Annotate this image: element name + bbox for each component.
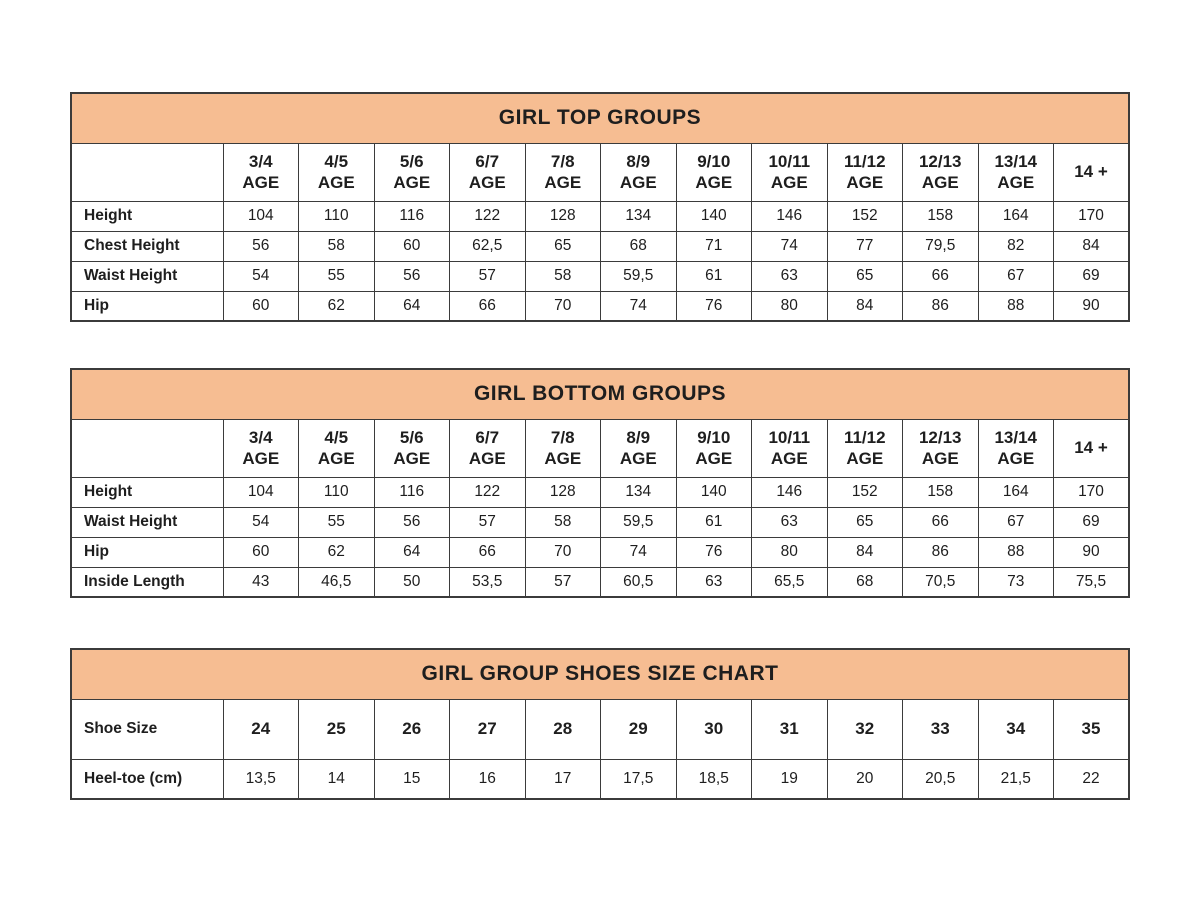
- column-header-cell: 11/12 AGE: [827, 419, 903, 477]
- table-title-row: [71, 649, 1129, 699]
- data-cell: 77: [827, 231, 903, 261]
- column-header-cell: 3/4 AGE: [223, 419, 299, 477]
- data-cell: 170: [1054, 477, 1130, 507]
- row-label: Height: [71, 201, 223, 231]
- data-cell: 76: [676, 537, 752, 567]
- data-cell: 60,5: [601, 567, 677, 597]
- table-row: [71, 477, 1129, 507]
- data-cell: 32: [827, 699, 903, 759]
- data-cell: 62: [299, 537, 375, 567]
- data-cell: 18,5: [676, 759, 752, 799]
- data-cell: 33: [903, 699, 979, 759]
- data-cell: 13,5: [223, 759, 299, 799]
- data-cell: 15: [374, 759, 450, 799]
- data-cell: 116: [374, 477, 450, 507]
- data-cell: 71: [676, 231, 752, 261]
- row-label: Hip: [71, 537, 223, 567]
- data-cell: 146: [752, 477, 828, 507]
- data-cell: 46,5: [299, 567, 375, 597]
- data-cell: 128: [525, 201, 601, 231]
- data-cell: 80: [752, 537, 828, 567]
- data-cell: 55: [299, 261, 375, 291]
- data-cell: 122: [450, 477, 526, 507]
- row-label: Shoe Size: [71, 699, 223, 759]
- data-cell: 86: [903, 537, 979, 567]
- data-cell: 57: [450, 261, 526, 291]
- data-cell: 20,5: [903, 759, 979, 799]
- empty-corner-cell: [71, 419, 223, 477]
- data-cell: 59,5: [601, 507, 677, 537]
- data-cell: 79,5: [903, 231, 979, 261]
- data-cell: 35: [1054, 699, 1130, 759]
- column-header-cell: 12/13 AGE: [903, 143, 979, 201]
- data-cell: 69: [1054, 261, 1130, 291]
- column-header-cell: 10/11 AGE: [752, 419, 828, 477]
- column-header-cell: 6/7 AGE: [450, 143, 526, 201]
- row-label: Chest Height: [71, 231, 223, 261]
- data-cell: 74: [752, 231, 828, 261]
- row-label: Hip: [71, 291, 223, 321]
- data-cell: 158: [903, 201, 979, 231]
- data-cell: 54: [223, 507, 299, 537]
- column-header-cell: 13/14 AGE: [978, 419, 1054, 477]
- data-cell: 134: [601, 201, 677, 231]
- column-header-cell: 5/6 AGE: [374, 143, 450, 201]
- data-cell: 53,5: [450, 567, 526, 597]
- table-row: [71, 291, 1129, 321]
- girl-top-groups-table: [70, 92, 1130, 322]
- data-cell: 58: [299, 231, 375, 261]
- row-label: Heel-toe (cm): [71, 759, 223, 799]
- data-cell: 66: [450, 291, 526, 321]
- column-header-cell: 12/13 AGE: [903, 419, 979, 477]
- data-cell: 170: [1054, 201, 1130, 231]
- data-cell: 60: [374, 231, 450, 261]
- data-cell: 164: [978, 201, 1054, 231]
- data-cell: 110: [299, 201, 375, 231]
- data-cell: 73: [978, 567, 1054, 597]
- data-cell: 84: [827, 291, 903, 321]
- data-cell: 34: [978, 699, 1054, 759]
- data-cell: 59,5: [601, 261, 677, 291]
- data-cell: 75,5: [1054, 567, 1130, 597]
- data-cell: 104: [223, 477, 299, 507]
- data-cell: 158: [903, 477, 979, 507]
- data-cell: 116: [374, 201, 450, 231]
- data-cell: 17,5: [601, 759, 677, 799]
- data-cell: 68: [827, 567, 903, 597]
- data-cell: 43: [223, 567, 299, 597]
- data-cell: 64: [374, 291, 450, 321]
- girl-shoes-size-table: [70, 648, 1130, 800]
- row-label: Height: [71, 477, 223, 507]
- table-row: [71, 261, 1129, 291]
- data-cell: 140: [676, 201, 752, 231]
- data-cell: 19: [752, 759, 828, 799]
- table-title: GIRL BOTTOM GROUPS: [71, 369, 1129, 419]
- data-cell: 70: [525, 291, 601, 321]
- data-cell: 152: [827, 477, 903, 507]
- column-header-cell: 11/12 AGE: [827, 143, 903, 201]
- data-cell: 65,5: [752, 567, 828, 597]
- data-cell: 25: [299, 699, 375, 759]
- data-cell: 74: [601, 537, 677, 567]
- column-header-cell: 4/5 AGE: [299, 143, 375, 201]
- column-header-cell: 7/8 AGE: [525, 419, 601, 477]
- table-row: [71, 567, 1129, 597]
- data-cell: 88: [978, 291, 1054, 321]
- data-cell: 21,5: [978, 759, 1054, 799]
- data-cell: 54: [223, 261, 299, 291]
- data-cell: 55: [299, 507, 375, 537]
- column-header-cell: 14 +: [1054, 143, 1130, 201]
- data-cell: 28: [525, 699, 601, 759]
- column-header-cell: 9/10 AGE: [676, 143, 752, 201]
- data-cell: 60: [223, 537, 299, 567]
- data-cell: 50: [374, 567, 450, 597]
- girl-bottom-groups-table: [70, 368, 1130, 598]
- data-cell: 65: [827, 261, 903, 291]
- data-cell: 63: [676, 567, 752, 597]
- data-cell: 152: [827, 201, 903, 231]
- data-cell: 90: [1054, 291, 1130, 321]
- data-cell: 104: [223, 201, 299, 231]
- data-cell: 70,5: [903, 567, 979, 597]
- data-cell: 146: [752, 201, 828, 231]
- data-cell: 164: [978, 477, 1054, 507]
- table-row: [71, 759, 1129, 799]
- data-cell: 56: [223, 231, 299, 261]
- data-cell: 22: [1054, 759, 1130, 799]
- data-cell: 57: [450, 507, 526, 537]
- data-cell: 69: [1054, 507, 1130, 537]
- table-title-row: [71, 369, 1129, 419]
- table-row: [71, 537, 1129, 567]
- column-header-cell: 3/4 AGE: [223, 143, 299, 201]
- column-header-cell: 8/9 AGE: [601, 419, 677, 477]
- data-cell: 62,5: [450, 231, 526, 261]
- data-cell: 65: [827, 507, 903, 537]
- data-cell: 90: [1054, 537, 1130, 567]
- girl-top-groups-section: [70, 92, 1130, 322]
- data-cell: 17: [525, 759, 601, 799]
- data-cell: 86: [903, 291, 979, 321]
- row-label: Inside Length: [71, 567, 223, 597]
- table-row: [71, 699, 1129, 759]
- data-cell: 110: [299, 477, 375, 507]
- column-header-cell: 5/6 AGE: [374, 419, 450, 477]
- column-header-cell: 14 +: [1054, 419, 1130, 477]
- age-header-row: [71, 419, 1129, 477]
- data-cell: 66: [903, 261, 979, 291]
- data-cell: 70: [525, 537, 601, 567]
- girl-shoes-size-section: [70, 648, 1130, 800]
- data-cell: 74: [601, 291, 677, 321]
- data-cell: 60: [223, 291, 299, 321]
- girl-bottom-groups-section: [70, 368, 1130, 598]
- data-cell: 128: [525, 477, 601, 507]
- table-title: GIRL GROUP SHOES SIZE CHART: [71, 649, 1129, 699]
- data-cell: 88: [978, 537, 1054, 567]
- table-title: GIRL TOP GROUPS: [71, 93, 1129, 143]
- data-cell: 76: [676, 291, 752, 321]
- empty-corner-cell: [71, 143, 223, 201]
- data-cell: 14: [299, 759, 375, 799]
- column-header-cell: 13/14 AGE: [978, 143, 1054, 201]
- data-cell: 27: [450, 699, 526, 759]
- data-cell: 29: [601, 699, 677, 759]
- age-header-row: [71, 143, 1129, 201]
- data-cell: 63: [752, 261, 828, 291]
- table-row: [71, 201, 1129, 231]
- data-cell: 31: [752, 699, 828, 759]
- data-cell: 134: [601, 477, 677, 507]
- data-cell: 16: [450, 759, 526, 799]
- column-header-cell: 10/11 AGE: [752, 143, 828, 201]
- data-cell: 65: [525, 231, 601, 261]
- row-label: Waist Height: [71, 261, 223, 291]
- data-cell: 20: [827, 759, 903, 799]
- column-header-cell: 7/8 AGE: [525, 143, 601, 201]
- data-cell: 67: [978, 507, 1054, 537]
- data-cell: 24: [223, 699, 299, 759]
- column-header-cell: 9/10 AGE: [676, 419, 752, 477]
- data-cell: 57: [525, 567, 601, 597]
- data-cell: 80: [752, 291, 828, 321]
- column-header-cell: 6/7 AGE: [450, 419, 526, 477]
- row-label: Waist Height: [71, 507, 223, 537]
- column-header-cell: 4/5 AGE: [299, 419, 375, 477]
- data-cell: 67: [978, 261, 1054, 291]
- data-cell: 140: [676, 477, 752, 507]
- column-header-cell: 8/9 AGE: [601, 143, 677, 201]
- table-title-row: [71, 93, 1129, 143]
- data-cell: 122: [450, 201, 526, 231]
- data-cell: 68: [601, 231, 677, 261]
- data-cell: 66: [903, 507, 979, 537]
- table-row: [71, 507, 1129, 537]
- data-cell: 66: [450, 537, 526, 567]
- data-cell: 61: [676, 507, 752, 537]
- table-row: [71, 231, 1129, 261]
- data-cell: 64: [374, 537, 450, 567]
- data-cell: 58: [525, 507, 601, 537]
- data-cell: 84: [1054, 231, 1130, 261]
- data-cell: 63: [752, 507, 828, 537]
- data-cell: 26: [374, 699, 450, 759]
- data-cell: 84: [827, 537, 903, 567]
- data-cell: 58: [525, 261, 601, 291]
- data-cell: 30: [676, 699, 752, 759]
- data-cell: 82: [978, 231, 1054, 261]
- data-cell: 56: [374, 507, 450, 537]
- data-cell: 56: [374, 261, 450, 291]
- data-cell: 62: [299, 291, 375, 321]
- data-cell: 61: [676, 261, 752, 291]
